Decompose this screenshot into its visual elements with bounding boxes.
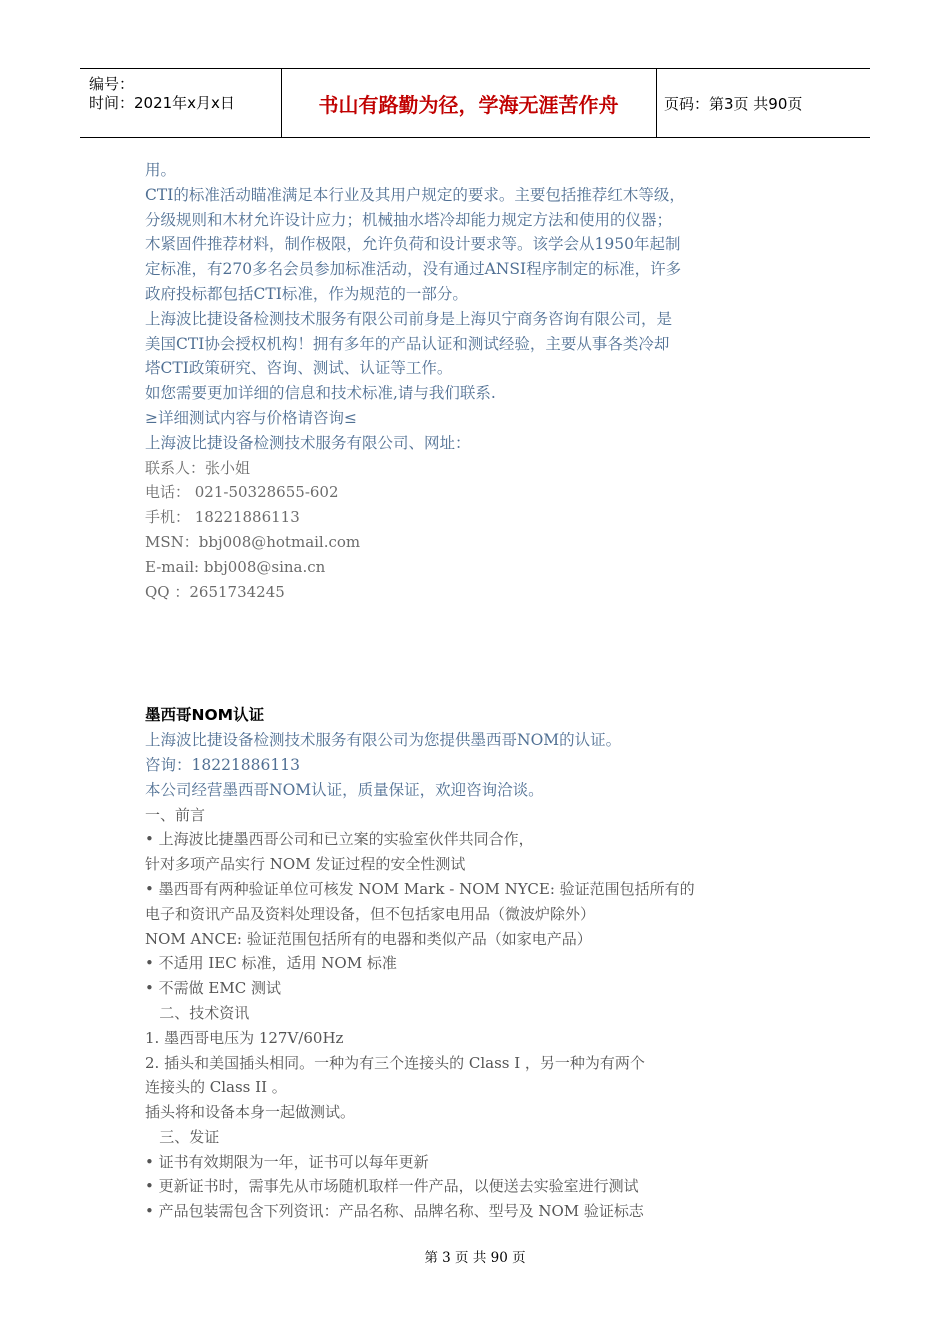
text-line: 上海波比捷设备检测技术服务有限公司、网址： [145,433,471,452]
text-line: 分级规则和木材允许设计应力；机械抽水塔冷却能力规定方法和使用的仪器； [145,210,673,229]
document-body [145,158,825,1224]
text-line: NOM ANCE: 验证范围包括所有的电器和类似产品（如家电产品） [145,929,592,948]
text-line: 木紧固件推荐材料，制作极限，允许负荷和设计要求等。该学会从1950年起制 [145,235,681,254]
section1 [145,158,825,604]
text-line: 连接头的 Class II 。 [145,1078,287,1097]
bullet-item: • 产品包装需包含下列资讯：产品名称、品牌名称、型号及 NOM 验证标志 [145,1202,644,1221]
bullet-item: • 更新证书时，需事先从市场随机取样一件产品，以便送去实验室进行测试 [145,1177,639,1196]
page-header [80,68,870,138]
section-gap [145,604,825,703]
header-meta [80,69,282,137]
contact-email: E-mail: bbj008@sina.cn [145,557,326,576]
numbered-item: 1. 墨西哥电压为 127V/60Hz [145,1028,344,1047]
contact-phone: 电话： 021-50328655-602 [145,483,339,502]
header-number-label: 编号： [89,75,135,93]
text-line: ≥详细测试内容与价格请咨询≤ [145,408,357,427]
header-motto: 书山有路勤为径，学海无涯苦作舟 [281,69,657,137]
header-time-label: 时间：2021年x月x日 [89,94,235,112]
bullet-item: • 不需做 EMC 测试 [145,979,281,998]
numbered-item: 2. 插头和美国插头相同。一种为有三个连接头的 Class I ，另一种为有两个 [145,1053,645,1072]
text-line: 政府投标都包括CTI标准，作为规范的一部分。 [145,284,468,303]
text-line: 美国CTI协会授权机构！拥有多年的产品认证和测试经验，主要从事各类冷却 [145,334,670,353]
text-line: CTI的标准活动瞄准满足本行业及其用户规定的要求。主要包括推荐红木等级， [145,185,685,204]
text-line: 用。 [145,161,177,179]
contact-qq: QQ ：2651734245 [145,582,285,601]
text-line: 一、前言 [145,805,206,824]
section-title: 墨西哥NOM认证 [145,706,265,725]
page-footer: 第 3 页 共 90 页 [424,1250,526,1266]
section2 [145,703,825,1224]
bullet-item: • 不适用 IEC 标准，适用 NOM 标准 [145,954,397,973]
text-line: 咨询：18221886113 [145,755,300,774]
text-line: 插头将和设备本身一起做测试。 [145,1103,356,1122]
bullet-item: • 墨西哥有两种验证单位可核发 NOM Mark - NOM NYCE: 验证范围包括所有的 [145,879,695,898]
text-line: 针对多项产品实行 NOM 发证过程的安全性测试 [145,855,466,874]
text-line: 本公司经营墨西哥NOM认证，质量保证，欢迎咨询洽谈。 [145,780,544,799]
contact-msn: MSN：bbj008@hotmail.com [145,532,361,551]
contact-mobile: 手机： 18221886113 [145,508,300,527]
header-page-info: 页码：第3页 共90页 [664,94,803,113]
bullet-item: • 证书有效期限为一年，证书可以每年更新 [145,1152,429,1171]
text-line: 上海波比捷设备检测技术服务有限公司为您提供墨西哥NOM的认证。 [145,731,622,750]
text-line: 如您需要更加详细的信息和技术标准,请与我们联系. [145,384,496,403]
text-line: 电子和资讯产品及资料处理设备，但不包括家电用品（微波炉除外） [145,904,596,923]
subsection-title: 三、发证 [145,1127,220,1146]
subsection-title: 二、技术资讯 [145,1003,250,1022]
text-line: 塔CTI政策研究、咨询、测试、认证等工作。 [145,359,453,378]
contact-person: 联系人：张小姐 [145,458,251,477]
text-line: 上海波比捷设备检测技术服务有限公司前身是上海贝宁商务咨询有限公司，是 [145,309,673,328]
text-line: 定标准，有270多名会员参加标准活动，没有通过ANSI程序制定的标准，许多 [145,260,682,279]
bullet-item: • 上海波比捷墨西哥公司和已立案的实验室伙伴共同合作， [145,830,534,849]
